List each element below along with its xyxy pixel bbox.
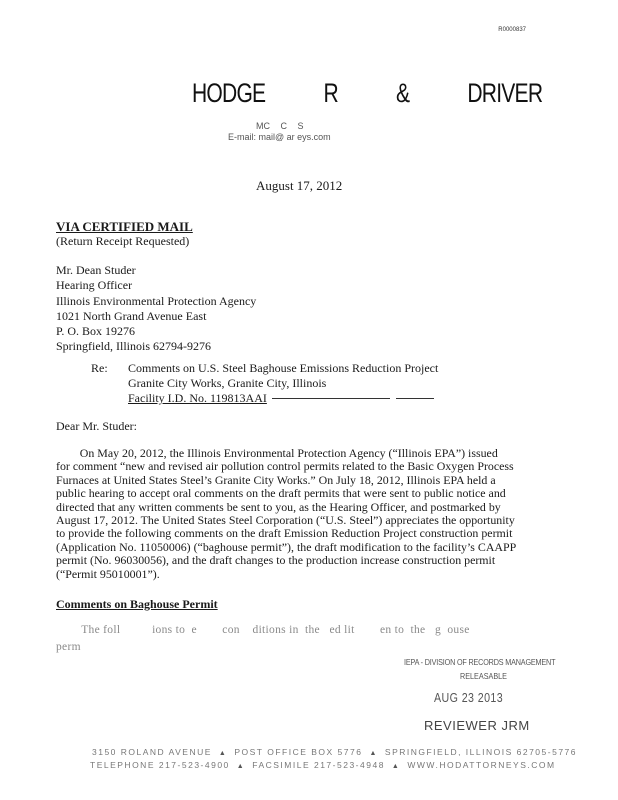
body-line: to provide the following comments on the draft Emission Reduction Project construction permit xyxy=(56,526,513,541)
footer-facsimile: FACSIMILE 217-523-4948 xyxy=(252,760,385,770)
footer-po-box: POST OFFICE BOX 5776 xyxy=(234,747,363,757)
body-line: (“Permit 95010001”). xyxy=(56,566,160,581)
recipient-agency: Illinois Environmental Protection Agency xyxy=(56,293,257,308)
re-underline-rule xyxy=(272,398,390,399)
footer-website: WWW.HODATTORNEYS.COM xyxy=(407,760,556,770)
footer-telephone: TELEPHONE 217-523-4900 xyxy=(90,760,230,770)
records-stamp-releasable: RELEASABLE xyxy=(460,671,507,681)
footer-address xyxy=(92,747,577,757)
body-line: public hearing to accept oral comments on the draft permits that were sent to public notice and xyxy=(56,486,506,501)
delivery-method: VIA CERTIFIED MAIL xyxy=(56,219,193,234)
records-stamp-reviewer: REVIEWER JRM xyxy=(424,718,530,733)
triangle-separator-icon: ▲ xyxy=(369,750,378,757)
faded-line: perm xyxy=(56,641,81,653)
salutation: Dear Mr. Studer: xyxy=(56,419,137,433)
page-id-stamp: R0000837 xyxy=(498,27,526,33)
re-line-2: Granite City Works, Granite City, Illinois xyxy=(128,376,327,390)
recipient-street: 1021 North Grand Avenue East xyxy=(56,308,207,323)
recipient-city: Springfield, Illinois 62794-9276 xyxy=(56,339,211,354)
letter-date: August 17, 2012 xyxy=(256,178,343,193)
faded-line: The foll ions to e con ditions in the ed lit en to the g ouse xyxy=(56,624,470,636)
body-line: Furnaces at United States Steel’s Granite City Works.” On July 18, 2012, Illinois EPA held a xyxy=(56,472,496,487)
records-stamp-date: AUG 23 2013 xyxy=(434,690,504,705)
body-line: permit (No. 96030056), and the draft changes to the production increase construction permit xyxy=(56,553,496,568)
firm-email: E-mail: mail@ ar eys.com xyxy=(228,132,331,142)
triangle-separator-icon: ▲ xyxy=(391,763,401,770)
recipient-name: Mr. Dean Studer xyxy=(56,263,136,277)
footer-street: 3150 ROLAND AVENUE xyxy=(92,747,212,757)
body-line: (Application No. 11050006) (“baghouse permit”), the draft modification to the facility’s CAAPP xyxy=(56,539,517,554)
firm-subline: MC C S xyxy=(256,121,304,131)
records-stamp-division: IEPA - DIVISION OF RECORDS MANAGEMENT xyxy=(404,657,556,667)
faded-text xyxy=(56,622,470,656)
recipient-title: Hearing Officer xyxy=(56,278,133,293)
delivery-note: (Return Receipt Requested) xyxy=(56,234,190,248)
re-line-1: Comments on U.S. Steel Baghouse Emissions Reduction Project xyxy=(128,361,439,375)
re-line-3: Facility I.D. No. 119813AAI xyxy=(128,391,267,405)
section-heading: Comments on Baghouse Permit xyxy=(56,597,218,611)
triangle-separator-icon: ▲ xyxy=(218,750,228,757)
re-underline-rule xyxy=(396,398,434,399)
triangle-separator-icon: ▲ xyxy=(236,763,246,770)
body-line: for comment “new and revised air pollution control permits related to the Basic Oxygen Process xyxy=(56,459,514,474)
recipient-address xyxy=(56,263,256,355)
re-label: Re: xyxy=(91,361,108,375)
body-line: On May 20, 2012, the Illinois Environmental Protection Agency (“Illinois EPA”) issued xyxy=(56,446,498,460)
body-line: August 17, 2012. The United States Steel Corporation (“U.S. Steel”) appreciates the opportunity xyxy=(56,513,515,528)
footer-contact xyxy=(90,760,556,770)
recipient-po-box: P. O. Box 19276 xyxy=(56,324,136,339)
body-paragraph xyxy=(56,447,556,581)
footer-city: SPRINGFIELD, ILLINOIS 62705-5776 xyxy=(384,747,578,757)
re-subject xyxy=(128,361,438,406)
firm-name: HODGE R & DRIVER xyxy=(192,78,543,108)
body-line: directed that any written comments be sent to you, as the Hearing Officer, and postmarked by xyxy=(56,499,501,514)
